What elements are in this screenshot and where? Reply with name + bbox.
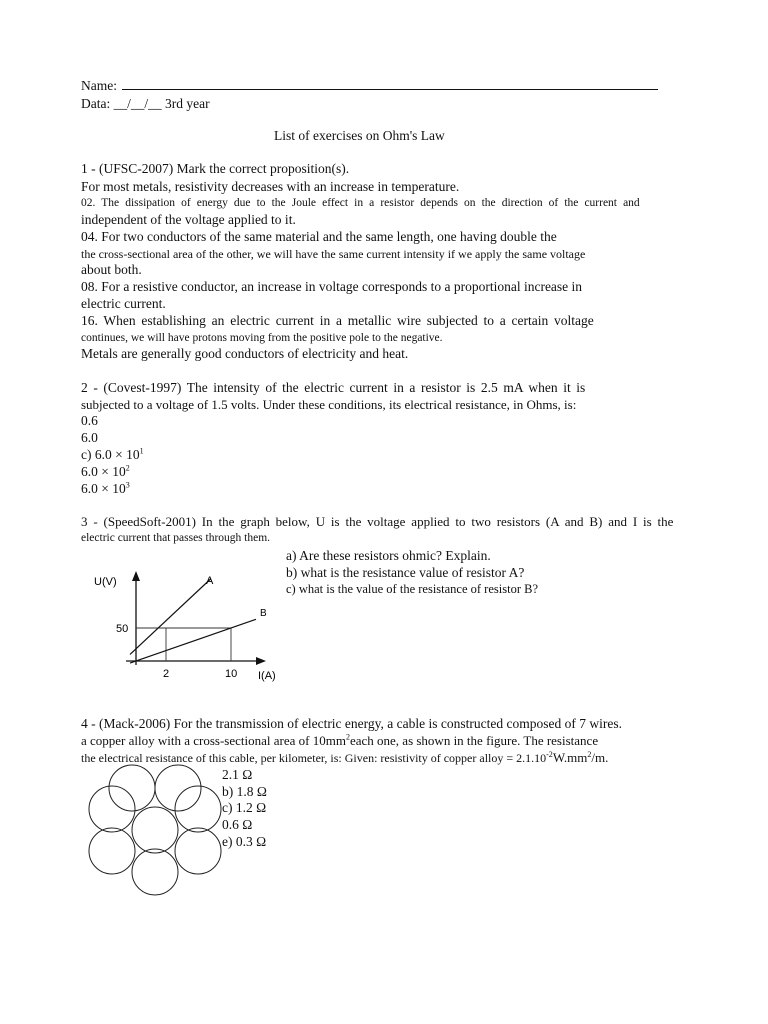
q4-stem: 4 - (Mack-2006) For the transmission of electric energy, a cable is constructed composed of 7 wires. (81, 716, 622, 731)
q4-option-a: 2.1 Ω (222, 767, 253, 782)
wire-circle (132, 849, 178, 895)
q1-line: 02. The dissipation of energy due to the Joule effect in a resistor depends on the direction of the current and (81, 197, 640, 209)
name-line (81, 78, 658, 94)
name-label: Name: (81, 78, 117, 93)
wire-circle (89, 828, 135, 874)
wire-circle (89, 786, 135, 832)
q4-stem: a copper alloy with a cross-sectional area of $10mm^2each$ one, as shown in the figure. The resistance (81, 732, 599, 748)
q3-part-b: b) what is the resistance value of resistor A? (286, 565, 525, 580)
q1-line: independent of the voltage applied to it. (81, 212, 296, 227)
x-axis-arrow (256, 657, 266, 665)
q1-line: continues, we will have protons moving from the positive pole to the negative. (81, 332, 443, 344)
q4-option-d: 0.6 Ω (222, 817, 253, 832)
q4-option-c: c) 1.2 Ω (222, 800, 267, 815)
wire-circle (132, 807, 178, 853)
q2-stem: 2 - (Covest-1997) The intensity of the electric current in a resistor is 2.5 mA when it is (81, 380, 586, 395)
cable-wires-figure (84, 762, 226, 898)
q2-stem: subjected to a voltage of 1.5 volts. Under these conditions, its electrical resistance, in Ohms, is: (81, 397, 577, 412)
q2-option-c: c) $6.0 \times 10^1$ (81, 446, 144, 462)
q1-stem: 1 - (UFSC-2007) Mark the correct proposition(s). (81, 161, 350, 176)
q2-option-e: $6.0 \times 10^3$ (81, 480, 130, 496)
y-axis-label: U(V) (94, 576, 117, 588)
q2-option-a: 0.6 (81, 413, 98, 428)
q4-option-e: e) 0.3 Ω (222, 834, 267, 849)
q1-line: electric current. (81, 296, 166, 311)
wire-circle (175, 828, 221, 874)
page-title: List of exercises on Ohm's Law (274, 128, 445, 143)
q1-line: Metals are generally good conductors of electricity and heat. (81, 346, 409, 361)
q1-line: about both. (81, 262, 142, 277)
q3-part-a: a) Are these resistors ohmic? Explain. (286, 548, 491, 563)
wire-circle (109, 765, 155, 811)
q1-line: 16. When establishing an electric current in a metallic wire subjected to a certain voltage (81, 313, 594, 328)
q1-line: the cross-sectional area of the other, we will have the same current intensity if we apply the same voltage (81, 247, 586, 261)
date-line: Data: __/__/__ 3rd year (81, 96, 210, 111)
q4-option-b: b) 1.8 Ω (222, 784, 267, 799)
ohm-graph (82, 555, 282, 695)
y-axis-arrow (132, 571, 140, 581)
series-label-a: A (206, 575, 214, 587)
q2-option-d: $6.0 \times 10^2$ (81, 463, 130, 479)
q1-line: For most metals, resistivity decreases with an increase in temperature. (81, 179, 460, 194)
q2-option-b: 6.0 (81, 430, 98, 445)
q3-stem: 3 - (SpeedSoft-2001) In the graph below, U is the voltage applied to two resistors (A and B) and I is the (81, 514, 674, 529)
name-blank (122, 89, 658, 90)
wire-circle (155, 765, 201, 811)
series-label-b: B (260, 608, 267, 619)
series-line-a (130, 579, 211, 654)
wire-circle (175, 786, 221, 832)
q3-part-c: c) what is the value of the resistance of resistor B? (286, 582, 538, 596)
q4-stem: the electrical resistance of this cable, per kilometer, is: Given: resistivity of copper alloy = $2.1.10^{-2}W.mm^2/m$. (81, 750, 609, 765)
q1-line: 04. For two conductors of the same material and the same length, one having double the (81, 229, 557, 244)
x-tick-label: 2 (163, 668, 170, 680)
series-line-b (130, 619, 256, 663)
x-tick-label: 10 (225, 668, 238, 680)
q3-stem: electric current that passes through them. (81, 532, 271, 544)
y-tick-label: 50 (116, 623, 129, 635)
x-axis-label: I(A) (258, 670, 276, 682)
q1-line: 08. For a resistive conductor, an increase in voltage corresponds to a proportional increase in (81, 279, 583, 294)
